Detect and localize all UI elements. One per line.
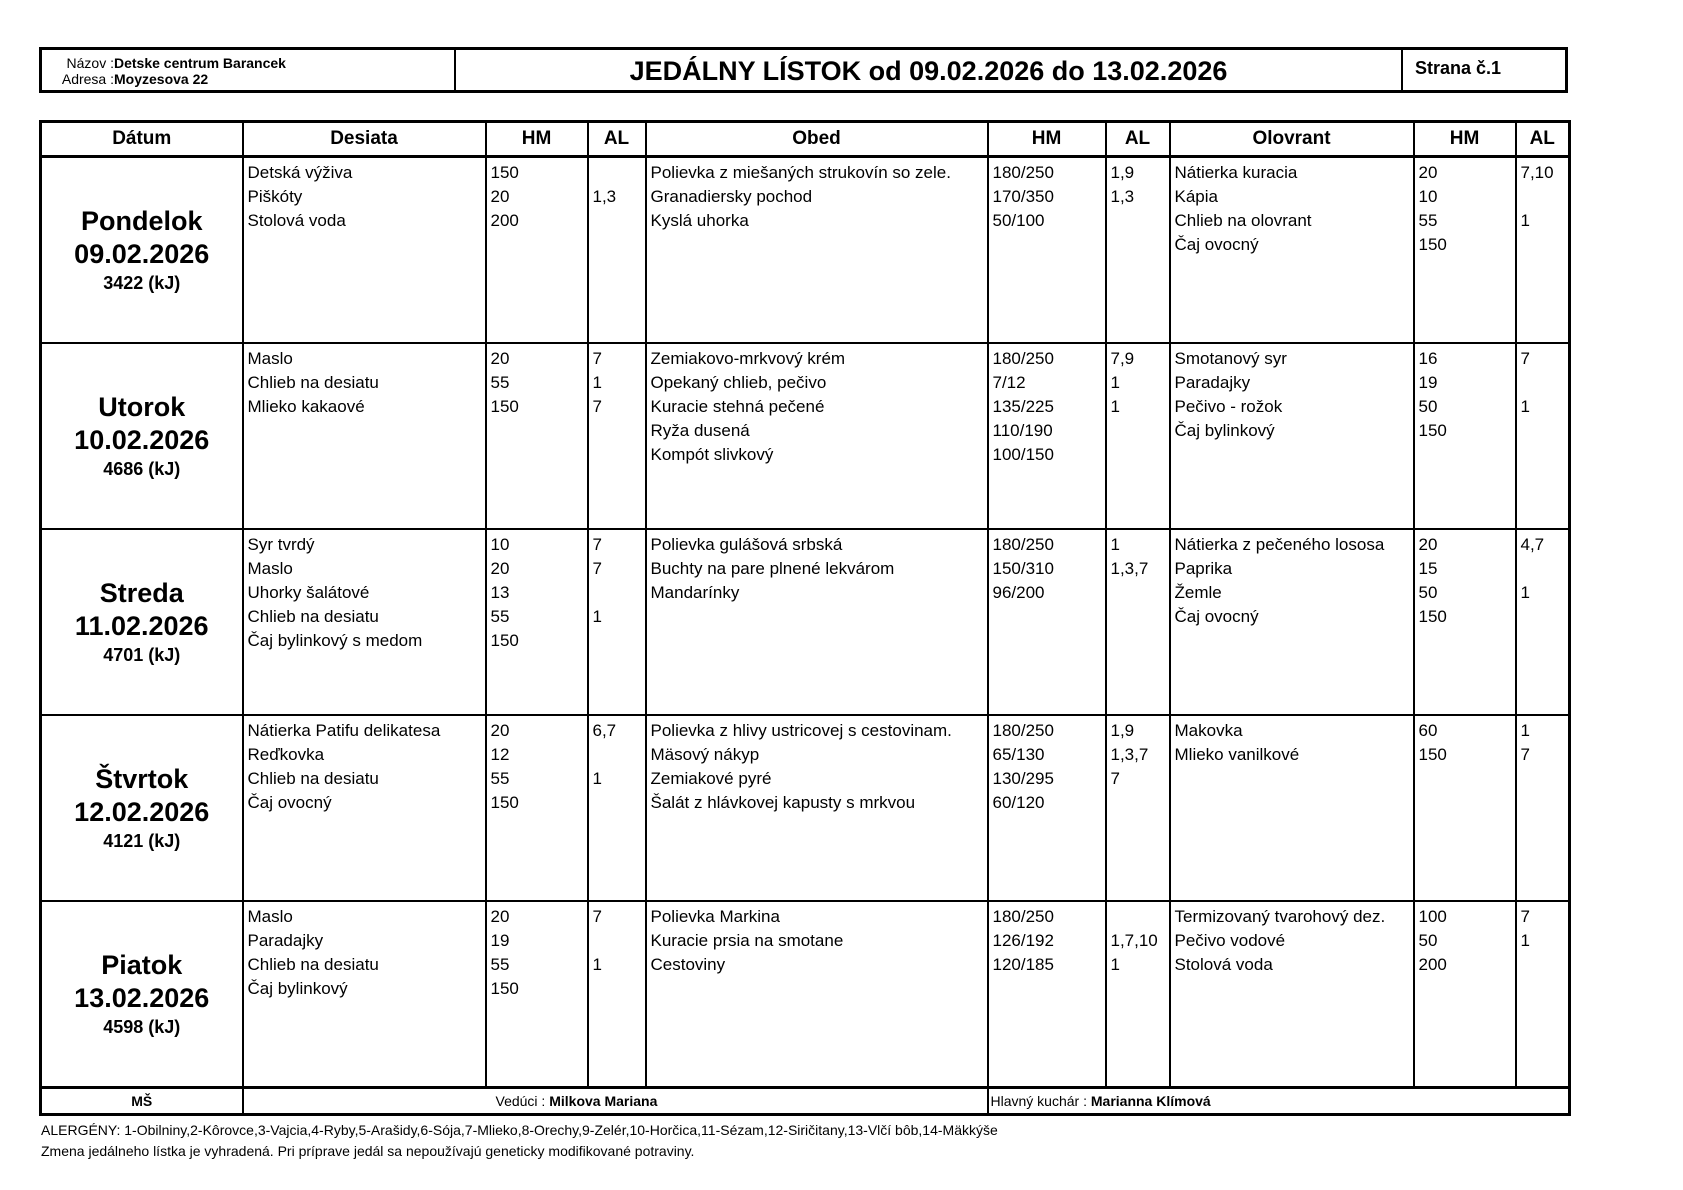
meal-item: Čaj ovocný bbox=[1174, 235, 1259, 254]
meal-allergens: 7 bbox=[592, 559, 602, 578]
desiata-al-cell bbox=[588, 529, 646, 715]
meal-item: Mäsový nákyp bbox=[650, 745, 760, 764]
meal-item: Mandarínky bbox=[650, 583, 740, 602]
meal-weight: 120/185 bbox=[992, 955, 1054, 974]
meal-allergens: 1,3 bbox=[592, 187, 617, 206]
header-box bbox=[39, 47, 1568, 93]
meal-item: Paradajky bbox=[247, 931, 324, 950]
meal-weight: 150 bbox=[490, 631, 519, 650]
meal-weight: 180/250 bbox=[992, 163, 1054, 182]
meal-allergens bbox=[1517, 419, 1569, 443]
day-row bbox=[41, 529, 1570, 715]
meal-weight: 150 bbox=[1418, 421, 1447, 440]
meal-item: Kyslá uhorka bbox=[650, 211, 749, 230]
meal-allergens: 7 bbox=[1520, 907, 1530, 926]
olovrant-items-cell bbox=[1170, 343, 1414, 529]
col-header: AL bbox=[588, 122, 646, 157]
obed-al-cell bbox=[1106, 157, 1170, 344]
meal-weight: 13 bbox=[490, 583, 510, 602]
disclaimer-note: Zmena jedálneho lístka je vyhradená. Pri príprave jedál sa nepoužívajú geneticky modifikované potraviny. bbox=[41, 1143, 695, 1159]
meal-weight: 135/225 bbox=[992, 397, 1054, 416]
chef-value: Marianna Klímová bbox=[1090, 1093, 1211, 1109]
meal-weight: 20 bbox=[490, 187, 510, 206]
obed-items-cell bbox=[646, 343, 988, 529]
desiata-hm-cell bbox=[486, 715, 588, 901]
col-header: HM bbox=[988, 122, 1106, 157]
meal-allergens bbox=[1517, 605, 1569, 629]
meal-allergens: 1,3,7 bbox=[1110, 745, 1149, 764]
meal-allergens: 7 bbox=[592, 535, 602, 554]
page-title: JEDÁLNY LÍSTOK od 09.02.2026 do 13.02.2026 bbox=[456, 50, 1403, 90]
meal-weight: 200 bbox=[490, 211, 519, 230]
meal-weight: 150 bbox=[1418, 745, 1447, 764]
meal-item: Kompót slivkový bbox=[650, 445, 774, 464]
day-date: 12.02.2026 bbox=[74, 797, 210, 827]
meal-item: Čaj bylinkový bbox=[247, 979, 348, 998]
meal-allergens: 7,9 bbox=[1110, 349, 1135, 368]
meal-weight: 15 bbox=[1418, 559, 1438, 578]
obed-al-cell bbox=[1106, 901, 1170, 1088]
obed-items-cell bbox=[646, 529, 988, 715]
desiata-al-cell bbox=[588, 715, 646, 901]
olovrant-items-cell bbox=[1170, 529, 1414, 715]
day-name: Streda bbox=[99, 578, 184, 608]
meal-allergens: 7 bbox=[1520, 349, 1530, 368]
day-name: Pondelok bbox=[80, 206, 203, 236]
meal-weight: 50 bbox=[1418, 931, 1438, 950]
desiata-al-cell bbox=[588, 343, 646, 529]
meal-allergens: 7,10 bbox=[1520, 163, 1554, 182]
meal-item: Piškóty bbox=[247, 187, 303, 206]
meal-allergens: 7 bbox=[592, 397, 602, 416]
meal-weight: 150 bbox=[490, 979, 519, 998]
date-cell bbox=[41, 529, 243, 715]
meal-allergens: 6,7 bbox=[592, 721, 617, 740]
meal-weight: 60/120 bbox=[992, 793, 1045, 812]
meal-item: Pečivo vodové bbox=[1174, 931, 1286, 950]
meal-weight: 20 bbox=[490, 559, 510, 578]
meal-allergens bbox=[1107, 581, 1169, 605]
meal-weight: 150/310 bbox=[992, 559, 1054, 578]
meal-weight: 150 bbox=[490, 793, 519, 812]
address-label: Adresa : bbox=[61, 71, 114, 87]
desiata-al-cell bbox=[588, 901, 646, 1088]
facility-info bbox=[42, 50, 456, 90]
desiata-items-cell bbox=[243, 715, 486, 901]
meal-weight: 7/12 bbox=[992, 373, 1026, 392]
meal-allergens bbox=[1517, 185, 1569, 209]
meal-allergens bbox=[589, 743, 645, 767]
meal-item: Mlieko kakaové bbox=[247, 397, 365, 416]
meal-weight: 65/130 bbox=[992, 745, 1045, 764]
meal-allergens: 1 bbox=[592, 607, 602, 626]
meal-allergens: 1 bbox=[1520, 931, 1530, 950]
meal-allergens: 1,9 bbox=[1110, 163, 1135, 182]
desiata-hm-cell bbox=[486, 343, 588, 529]
chef-label: Hlavný kuchár : bbox=[990, 1093, 1087, 1109]
meal-item: Zemiakové pyré bbox=[650, 769, 772, 788]
meal-allergens bbox=[1107, 905, 1169, 929]
meal-item: Nátierka Patifu delikatesa bbox=[247, 721, 441, 740]
day-row bbox=[41, 901, 1570, 1088]
name-label: Názov : bbox=[66, 55, 114, 71]
meal-allergens bbox=[589, 161, 645, 185]
obed-hm-cell bbox=[988, 343, 1106, 529]
olovrant-items-cell bbox=[1170, 157, 1414, 344]
desiata-hm-cell bbox=[486, 157, 588, 344]
meal-allergens: 1 bbox=[592, 769, 602, 788]
day-energy: 4121 (kJ) bbox=[103, 831, 181, 851]
meal-item: Chlieb na desiatu bbox=[247, 769, 379, 788]
obed-items-cell bbox=[646, 901, 988, 1088]
meal-item: Nátierka z pečeného lososa bbox=[1174, 535, 1385, 554]
meal-weight: 170/350 bbox=[992, 187, 1054, 206]
meal-item: Polievka z hlivy ustricovej s cestovinam. bbox=[650, 721, 952, 740]
meal-weight: 150 bbox=[490, 397, 519, 416]
meal-allergens: 7 bbox=[592, 349, 602, 368]
desiata-items-cell bbox=[243, 343, 486, 529]
meal-item: Pečivo - rožok bbox=[1174, 397, 1283, 416]
menu-table bbox=[39, 120, 1571, 1116]
meal-item: Kuracie prsia na smotane bbox=[650, 931, 844, 950]
meal-allergens bbox=[1517, 557, 1569, 581]
head-label: Vedúci : bbox=[495, 1093, 546, 1109]
olovrant-al-cell bbox=[1516, 715, 1570, 901]
day-name: Piatok bbox=[101, 950, 183, 980]
meal-weight: 60 bbox=[1418, 721, 1438, 740]
meal-item: Chlieb na desiatu bbox=[247, 607, 379, 626]
meal-allergens bbox=[589, 581, 645, 605]
meal-item: Polievka z miešaných strukovín so zele. bbox=[650, 163, 951, 182]
meal-allergens: 1,9 bbox=[1110, 721, 1135, 740]
olovrant-items-cell bbox=[1170, 715, 1414, 901]
olovrant-hm-cell bbox=[1414, 529, 1516, 715]
address-value: Moyzesova 22 bbox=[114, 71, 209, 87]
meal-item: Stolová voda bbox=[247, 211, 346, 230]
meal-weight: 100/150 bbox=[992, 445, 1054, 464]
meal-allergens: 1,3,7 bbox=[1110, 559, 1149, 578]
meal-item: Chlieb na desiatu bbox=[247, 373, 379, 392]
meal-allergens: 7 bbox=[1520, 745, 1530, 764]
meal-item: Čaj bylinkový bbox=[1174, 421, 1275, 440]
meal-item: Uhorky šalátové bbox=[247, 583, 370, 602]
meal-weight: 50 bbox=[1418, 583, 1438, 602]
meal-allergens: 7 bbox=[592, 907, 602, 926]
meal-allergens: 1 bbox=[1520, 211, 1530, 230]
meal-allergens: 1 bbox=[1110, 397, 1120, 416]
meal-allergens: 1 bbox=[1110, 955, 1120, 974]
meal-item: Nátierka kuracia bbox=[1174, 163, 1298, 182]
meal-allergens bbox=[1517, 371, 1569, 395]
meal-allergens: 1 bbox=[592, 373, 602, 392]
meal-weight: 55 bbox=[1418, 211, 1438, 230]
meal-allergens bbox=[1107, 209, 1169, 233]
notes bbox=[41, 1120, 998, 1162]
obed-items-cell bbox=[646, 715, 988, 901]
meal-weight: 110/190 bbox=[992, 421, 1053, 440]
day-energy: 4598 (kJ) bbox=[103, 1017, 181, 1037]
meal-weight: 20 bbox=[490, 721, 510, 740]
olovrant-al-cell bbox=[1516, 529, 1570, 715]
meal-item: Makovka bbox=[1174, 721, 1243, 740]
meal-allergens: 7 bbox=[1110, 769, 1120, 788]
obed-al-cell bbox=[1106, 529, 1170, 715]
meal-item: Čaj bylinkový s medom bbox=[247, 631, 423, 650]
meal-weight: 20 bbox=[490, 907, 510, 926]
day-date: 11.02.2026 bbox=[74, 611, 209, 641]
meal-weight: 55 bbox=[490, 607, 510, 626]
date-cell bbox=[41, 157, 243, 344]
col-header: AL bbox=[1516, 122, 1570, 157]
meal-item: Paprika bbox=[1174, 559, 1233, 578]
meal-item: Syr tvrdý bbox=[247, 535, 315, 554]
meal-item: Ryža dusená bbox=[650, 421, 750, 440]
day-row bbox=[41, 157, 1570, 344]
meal-weight: 10 bbox=[1418, 187, 1438, 206]
meal-weight: 100 bbox=[1418, 907, 1447, 926]
meal-item: Kuracie stehná pečené bbox=[650, 397, 825, 416]
meal-allergens: 4,7 bbox=[1520, 535, 1545, 554]
olovrant-hm-cell bbox=[1414, 343, 1516, 529]
meal-allergens bbox=[1517, 233, 1569, 257]
meal-item: Termizovaný tvarohový dez. bbox=[1174, 907, 1386, 926]
meal-allergens bbox=[1517, 953, 1569, 977]
meal-allergens: 1 bbox=[1520, 721, 1530, 740]
meal-weight: 180/250 bbox=[992, 907, 1054, 926]
obed-hm-cell bbox=[988, 529, 1106, 715]
meal-item: Čaj ovocný bbox=[1174, 607, 1259, 626]
meal-weight: 55 bbox=[490, 955, 510, 974]
meal-allergens bbox=[589, 929, 645, 953]
chef-signature bbox=[988, 1088, 1570, 1115]
meal-weight: 10 bbox=[490, 535, 510, 554]
meal-item: Šalát z hlávkovej kapusty s mrkvou bbox=[650, 793, 916, 812]
meal-weight: 20 bbox=[1418, 535, 1438, 554]
meal-allergens: 1 bbox=[1110, 535, 1120, 554]
olovrant-al-cell bbox=[1516, 157, 1570, 344]
day-date: 13.02.2026 bbox=[74, 983, 210, 1013]
meal-weight: 180/250 bbox=[992, 535, 1054, 554]
col-header: HM bbox=[1414, 122, 1516, 157]
head-value: Milkova Mariana bbox=[549, 1093, 658, 1109]
day-date: 10.02.2026 bbox=[74, 425, 210, 455]
meal-allergens: 1 bbox=[592, 955, 602, 974]
olovrant-al-cell bbox=[1516, 901, 1570, 1088]
meal-allergens: 1 bbox=[1110, 373, 1120, 392]
meal-item: Paradajky bbox=[1174, 373, 1251, 392]
table-header-row bbox=[41, 122, 1570, 157]
meal-item: Mlieko vanilkové bbox=[1174, 745, 1300, 764]
head-signature bbox=[243, 1088, 988, 1115]
meal-weight: 55 bbox=[490, 769, 510, 788]
obed-hm-cell bbox=[988, 715, 1106, 901]
ms-label: MŠ bbox=[41, 1088, 243, 1115]
meal-item: Smotanový syr bbox=[1174, 349, 1287, 368]
meal-item: Zemiakovo-mrkvový krém bbox=[650, 349, 846, 368]
meal-item: Detská výživa bbox=[247, 163, 353, 182]
meal-weight: 20 bbox=[490, 349, 510, 368]
meal-item: Maslo bbox=[247, 907, 293, 926]
meal-allergens bbox=[1107, 791, 1169, 815]
col-header: AL bbox=[1106, 122, 1170, 157]
olovrant-al-cell bbox=[1516, 343, 1570, 529]
meal-weight: 55 bbox=[490, 373, 510, 392]
meal-weight: 126/192 bbox=[992, 931, 1054, 950]
day-name: Utorok bbox=[98, 392, 186, 422]
meal-allergens bbox=[589, 977, 645, 1001]
meal-item: Chlieb na desiatu bbox=[247, 955, 379, 974]
meal-allergens bbox=[589, 791, 645, 815]
date-cell bbox=[41, 901, 243, 1088]
page-number: Strana č.1 bbox=[1415, 58, 1502, 78]
obed-hm-cell bbox=[988, 157, 1106, 344]
desiata-items-cell bbox=[243, 529, 486, 715]
desiata-hm-cell bbox=[486, 529, 588, 715]
meal-item: Polievka Markina bbox=[650, 907, 780, 926]
meal-weight: 19 bbox=[1418, 373, 1438, 392]
meal-allergens bbox=[589, 209, 645, 233]
meal-allergens bbox=[589, 629, 645, 653]
meal-weight: 180/250 bbox=[992, 349, 1054, 368]
meal-weight: 16 bbox=[1418, 349, 1438, 368]
desiata-al-cell bbox=[588, 157, 646, 344]
date-cell bbox=[41, 343, 243, 529]
desiata-items-cell bbox=[243, 901, 486, 1088]
olovrant-hm-cell bbox=[1414, 715, 1516, 901]
meal-item: Granadiersky pochod bbox=[650, 187, 813, 206]
meal-allergens: 1 bbox=[1520, 583, 1530, 602]
meal-weight: 150 bbox=[1418, 607, 1447, 626]
meal-weight: 180/250 bbox=[992, 721, 1054, 740]
obed-al-cell bbox=[1106, 715, 1170, 901]
meal-item: Buchty na pare plnené lekvárom bbox=[650, 559, 895, 578]
meal-allergens: 1,3 bbox=[1110, 187, 1135, 206]
day-energy: 4686 (kJ) bbox=[103, 459, 181, 479]
meal-weight: 50/100 bbox=[992, 211, 1045, 230]
meal-item: Maslo bbox=[247, 349, 293, 368]
meal-item: Stolová voda bbox=[1174, 955, 1273, 974]
day-name: Štvrtok bbox=[95, 764, 189, 794]
name-value: Detske centrum Barancek bbox=[114, 55, 286, 71]
meal-item: Maslo bbox=[247, 559, 293, 578]
meal-allergens bbox=[1107, 419, 1169, 443]
olovrant-items-cell bbox=[1170, 901, 1414, 1088]
signature-row bbox=[41, 1088, 1570, 1115]
col-header: Dátum bbox=[41, 122, 243, 157]
day-date: 09.02.2026 bbox=[74, 239, 210, 269]
meal-allergens: 1,7,10 bbox=[1110, 931, 1158, 950]
meal-weight: 12 bbox=[490, 745, 510, 764]
day-energy: 3422 (kJ) bbox=[103, 273, 181, 293]
day-energy: 4701 (kJ) bbox=[103, 645, 181, 665]
meal-weight: 200 bbox=[1418, 955, 1447, 974]
day-row bbox=[41, 343, 1570, 529]
obed-al-cell bbox=[1106, 343, 1170, 529]
olovrant-hm-cell bbox=[1414, 157, 1516, 344]
day-row bbox=[41, 715, 1570, 901]
meal-weight: 20 bbox=[1418, 163, 1438, 182]
meal-weight: 130/295 bbox=[992, 769, 1054, 788]
col-header: HM bbox=[486, 122, 588, 157]
col-header: Obed bbox=[646, 122, 988, 157]
olovrant-hm-cell bbox=[1414, 901, 1516, 1088]
col-header: Olovrant bbox=[1170, 122, 1414, 157]
meal-weight: 19 bbox=[490, 931, 510, 950]
meal-item: Kápia bbox=[1174, 187, 1218, 206]
obed-items-cell bbox=[646, 157, 988, 344]
meal-item: Chlieb na olovrant bbox=[1174, 211, 1312, 230]
meal-item: Čaj ovocný bbox=[247, 793, 332, 812]
desiata-items-cell bbox=[243, 157, 486, 344]
meal-weight: 150 bbox=[490, 163, 519, 182]
meal-weight: 96/200 bbox=[992, 583, 1045, 602]
meal-item: Cestoviny bbox=[650, 955, 726, 974]
desiata-hm-cell bbox=[486, 901, 588, 1088]
meal-item: Opekaný chlieb, pečivo bbox=[650, 373, 827, 392]
col-header: Desiata bbox=[243, 122, 486, 157]
meal-item: Polievka gulášová srbská bbox=[650, 535, 843, 554]
meal-item: Reďkovka bbox=[247, 745, 325, 764]
meal-weight: 150 bbox=[1418, 235, 1447, 254]
meal-allergens: 1 bbox=[1520, 397, 1530, 416]
allergens-note: ALERGÉNY: 1-Obilniny,2-Kôrovce,3-Vajcia,4-Ryby,5-Arašidy,6-Sója,7-Mlieko,8-Orechy,9-Zelér,10-Horčica,11-Sézam,12-Siričitany,13-Vlčí bôb,14-Mäkkýše bbox=[41, 1122, 998, 1138]
meal-weight: 50 bbox=[1418, 397, 1438, 416]
date-cell bbox=[41, 715, 243, 901]
obed-hm-cell bbox=[988, 901, 1106, 1088]
meal-allergens bbox=[1107, 443, 1169, 467]
meal-item: Žemle bbox=[1174, 583, 1222, 602]
